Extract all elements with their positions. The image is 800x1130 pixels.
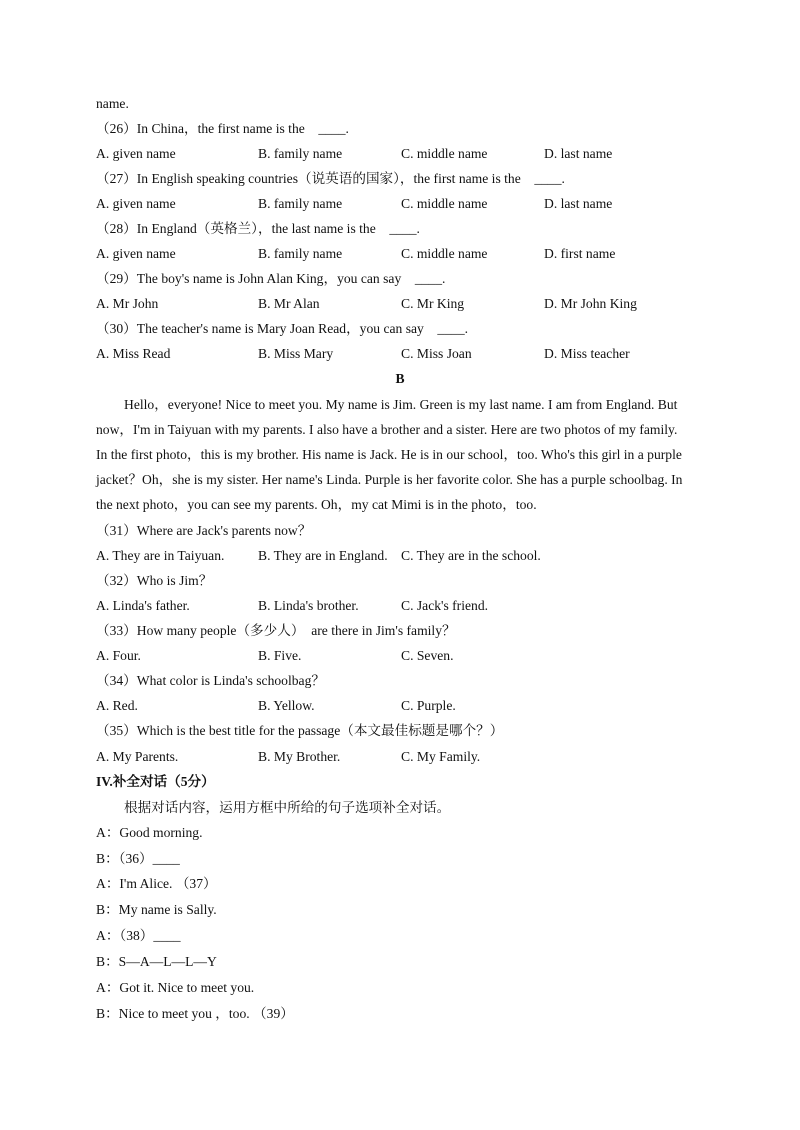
option-c: C. Purple. (401, 698, 456, 713)
option-d: D. first name (544, 246, 616, 261)
dialogue-line-5: A：（38）____ (96, 928, 181, 943)
option-b: B. Yellow. (258, 698, 315, 713)
passage-line-4: jacket？Oh，she is my sister. Her name's Linda. Purple is her favorite color. She has a purple schoolbag. In (96, 472, 683, 487)
option-c: C. They are in the school. (401, 548, 541, 563)
question-34-stem: （34）What color is Linda's schoolbag？ (96, 673, 325, 688)
passage-fragment: name. (96, 96, 129, 111)
option-d: D. last name (544, 196, 613, 211)
option-b: B. Linda's brother. (258, 598, 359, 613)
question-33-stem: （33）How many people（多少人） are there in Jim's family？ (96, 623, 456, 638)
section-iv-title: IV.补全对话（5分） (96, 774, 215, 789)
option-c: C. Seven. (401, 648, 454, 663)
option-a: A. Linda's father. (96, 598, 190, 613)
dialogue-line-3: A：I'm Alice. （37） (96, 876, 217, 891)
question-27-stem: （27）In English speaking countries（说英语的国家），the first name is the ____. (96, 171, 565, 186)
option-a: A. Red. (96, 698, 138, 713)
option-a: A. Mr John (96, 296, 159, 311)
passage-line-1: Hello，everyone! Nice to meet you. My name is Jim. Green is my last name. I am from England. But (124, 397, 678, 412)
option-c: C. Jack's friend. (401, 598, 489, 613)
question-28-stem: （28）In England（英格兰），the last name is the ____. (96, 221, 420, 236)
option-b: B. family name (258, 146, 343, 161)
question-32-stem: （32）Who is Jim？ (96, 573, 213, 588)
option-d: D. Miss teacher (544, 346, 630, 361)
question-35-stem: （35）Which is the best title for the passage（本文最佳标题是哪个？） (96, 723, 504, 738)
option-b: B. family name (258, 196, 343, 211)
dialogue-line-2: B：（36）____ (96, 851, 180, 866)
option-c: C. Miss Joan (401, 346, 472, 361)
option-a: A. My Parents. (96, 749, 179, 764)
option-b: B. Mr Alan (258, 296, 320, 311)
passage-line-5: the next photo，you can see my parents. Oh，my cat Mimi is in the photo，too. (96, 497, 537, 512)
option-a: A. given name (96, 196, 176, 211)
passage-line-2: now，I'm in Taiyuan with my parents. I also have a brother and a sister. Here are two photos of my family. (96, 422, 678, 437)
option-a: A. given name (96, 246, 176, 261)
section-b-heading: B (395, 371, 405, 386)
option-c: C. Mr King (401, 296, 465, 311)
option-a: A. Four. (96, 648, 141, 663)
option-b: B. family name (258, 246, 343, 261)
dialogue-line-6: B：S—A—L—L—Y (96, 954, 217, 969)
dialogue-line-8: B：Nice to meet you ，too. （39） (96, 1006, 294, 1021)
option-a: A. given name (96, 146, 176, 161)
option-a: A. Miss Read (96, 346, 171, 361)
question-29-stem: （29）The boy's name is John Alan King，you can say ____. (96, 271, 446, 286)
option-b: B. Miss Mary (258, 346, 334, 361)
option-b: B. Five. (258, 648, 302, 663)
question-30-stem: （30）The teacher's name is Mary Joan Read，you can say ____. (96, 321, 469, 336)
option-c: C. My Family. (401, 749, 481, 764)
option-d: D. Mr John King (544, 296, 637, 311)
dialogue-line-7: A：Got it. Nice to meet you. (96, 980, 255, 995)
section-iv-instruction: 根据对话内容，运用方框中所给的句子选项补全对话。 (124, 800, 451, 815)
dialogue-line-4: B：My name is Sally. (96, 902, 217, 917)
option-b: B. My Brother. (258, 749, 341, 764)
option-a: A. They are in Taiyuan. (96, 548, 225, 563)
dialogue-line-1: A：Good morning. (96, 825, 203, 840)
option-c: C. middle name (401, 146, 488, 161)
option-c: C. middle name (401, 196, 488, 211)
passage-line-3: In the first photo，this is my brother. His name is Jack. He is in our school，too. Who's this girl in a purple (96, 447, 682, 462)
option-c: C. middle name (401, 246, 488, 261)
option-d: D. last name (544, 146, 613, 161)
option-b: B. They are in England. (258, 548, 388, 563)
question-26-stem: （26）In China，the first name is the ____. (96, 121, 349, 136)
question-31-stem: （31）Where are Jack's parents now？ (96, 523, 312, 538)
